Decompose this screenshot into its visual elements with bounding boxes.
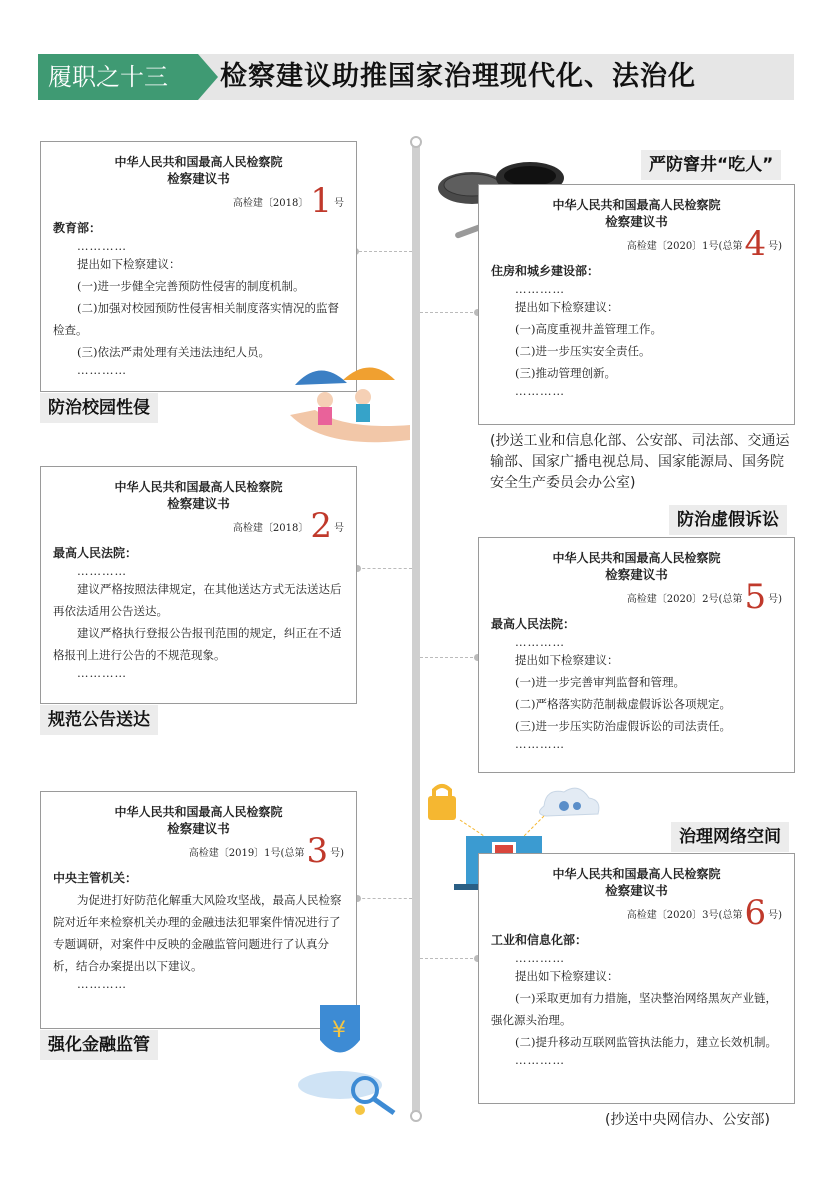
card-recipient: 住房和城乡建设部：: [491, 264, 600, 278]
connector-2: [357, 568, 412, 569]
finance-shield-illustration: [290, 995, 410, 1120]
card-docnum: 高检建〔2020〕1号(总第4 号): [626, 224, 782, 264]
card-ellipsis: …………: [515, 635, 565, 649]
card-recipient: 最高人民法院：: [53, 546, 138, 560]
topic-label-1: 防治校园性侵: [40, 393, 158, 423]
card-ellipsis: …………: [515, 1053, 565, 1067]
card-ellipsis: …………: [77, 666, 127, 680]
card-line: 建议严格按照法律规定，在其他送达方式无法送达后再依法适用公告送达。: [53, 582, 342, 618]
suggestion-card-3: [40, 791, 357, 1029]
card-ellipsis: …………: [515, 737, 565, 751]
suggestion-card-5: [478, 537, 795, 773]
connector-3: [357, 898, 412, 899]
card-ellipsis: …………: [515, 384, 565, 398]
card-line: (一)采取更加有力措施，坚决整治网络黑灰产业链，强化源头治理。: [491, 991, 777, 1027]
suggestion-card-2: [40, 466, 357, 704]
card-recipient: 教育部：: [53, 221, 102, 235]
card-doctype: 检察建议书: [167, 171, 230, 186]
page-title: 检察建议助推国家治理现代化、法治化: [220, 61, 696, 92]
header-tag: 履职之十三: [38, 54, 198, 100]
card-line: 提出如下检察建议：: [515, 969, 619, 983]
connector-1: [354, 251, 412, 252]
card-ellipsis: …………: [515, 282, 565, 296]
umbrella-blue: [295, 370, 347, 385]
card-ellipsis: …………: [77, 977, 127, 991]
card-recipient: 中央主管机关：: [53, 871, 138, 885]
card-docnum: 高检建〔2018〕1 号: [232, 181, 344, 221]
card-org: 中华人民共和国最高人民检察院: [552, 867, 721, 881]
gear-icon: [559, 801, 569, 811]
child-body: [356, 404, 370, 422]
page-header: [38, 54, 794, 100]
card-line: (二)进一步压实安全责任。: [515, 344, 651, 358]
card-number: 4: [744, 224, 767, 264]
card-number: 5: [744, 577, 767, 617]
platform-shape: [298, 1071, 382, 1099]
topic-label-6: 治理网络空间: [671, 822, 789, 852]
card-recipient: 工业和信息化部：: [491, 933, 588, 947]
card-number: 3: [306, 831, 329, 871]
card-line: (一)进一步健全完善预防性侵害的制度机制。: [77, 279, 305, 293]
connector-6: [420, 958, 478, 959]
connector-5: [420, 657, 478, 658]
card-line: 提出如下检察建议：: [77, 257, 181, 271]
card-line: 提出如下检察建议：: [515, 300, 619, 314]
suggestion-card-6: [478, 853, 795, 1104]
card-number: 6: [744, 893, 767, 933]
yen-symbol: ¥: [332, 1018, 346, 1043]
card-line: 提出如下检察建议：: [515, 653, 619, 667]
card-docnum: 高检建〔2019〕1号(总第3 号): [188, 831, 344, 871]
cc-note-4: (抄送工业和信息化部、公安部、司法部、交通运输部、国家广播电视总局、国家能源局、国务院安全生产委员会办公室): [490, 433, 790, 491]
card-line: (三)依法严肃处理有关违法违纪人员。: [77, 345, 270, 359]
card-org: 中华人民共和国最高人民检察院: [114, 155, 283, 169]
suggestion-card-4: [478, 184, 795, 425]
header-arrow: [198, 54, 218, 100]
child-body: [318, 407, 332, 425]
timeline-end-cap: [410, 1110, 422, 1122]
connector-4: [420, 312, 478, 313]
child-head: [317, 392, 333, 408]
card-doctype: 检察建议书: [605, 883, 668, 898]
card-docnum: 高检建〔2020〕3号(总第6 号): [626, 893, 782, 933]
card-line: 建议严格执行登报公告报刊范围的规定，纠正在不适格报刊上进行公告的不规范现象。: [53, 626, 342, 662]
card-doctype: 检察建议书: [605, 214, 668, 229]
topic-label-2: 规范公告送达: [40, 705, 158, 735]
card-number: 2: [310, 506, 332, 546]
topic-label-4: 严防窨井“吃人”: [641, 150, 781, 180]
card-org: 中华人民共和国最高人民检察院: [552, 198, 721, 212]
card-line: (二)严格落实防范制裁虚假诉讼各项规定。: [515, 697, 731, 711]
card-ellipsis: …………: [77, 363, 127, 377]
card-org: 中华人民共和国最高人民检察院: [114, 480, 283, 494]
topic-label-3: 强化金融监管: [40, 1030, 158, 1060]
topic-label-5: 防治虚假诉讼: [669, 505, 787, 535]
card-ellipsis: …………: [77, 564, 127, 578]
child-head: [355, 389, 371, 405]
card-line: (二)加强对校园预防性侵害相关制度落实情况的监督检查。: [53, 301, 339, 337]
card-doctype: 检察建议书: [167, 821, 230, 836]
card-line: (二)提升移动互联网监管执法能力，建立长效机制。: [515, 1035, 777, 1049]
timeline-bar: [412, 140, 420, 1118]
card-line: (三)进一步压实防治虚假诉讼的司法责任。: [515, 719, 731, 733]
cloud-icon: [539, 788, 598, 816]
card-doctype: 检察建议书: [167, 496, 230, 511]
kids-umbrella-illustration: [285, 355, 415, 455]
card-number: 1: [310, 181, 332, 221]
umbrella-orange: [343, 368, 395, 381]
hand-shape: [290, 410, 410, 442]
card-org: 中华人民共和国最高人民检察院: [114, 805, 283, 819]
card-org: 中华人民共和国最高人民检察院: [552, 551, 721, 565]
card-line: 为促进打好防范化解重大风险攻坚战，最高人民检察院对近年来检察机关办理的金融违法犯罪案件情况进行了专题调研，对案件中反映的金融监管问题进行了认真分析，结合办案提出以下建议。: [53, 893, 342, 973]
card-line: (一)高度重视井盖管理工作。: [515, 322, 662, 336]
timeline-start-cap: [410, 136, 422, 148]
magnifier-handle: [374, 1099, 394, 1113]
gear-icon: [573, 802, 581, 810]
cc-note-6: (抄送中央网信办、公安部): [605, 1112, 770, 1128]
card-doctype: 检察建议书: [605, 567, 668, 582]
card-docnum: 高检建〔2020〕2号(总第5 号): [626, 577, 782, 617]
coin-shape: [355, 1105, 365, 1115]
card-line: (一)进一步完善审判监督和管理。: [515, 675, 685, 689]
card-recipient: 最高人民法院：: [491, 617, 576, 631]
card-ellipsis: …………: [77, 239, 127, 253]
card-line: (三)推动管理创新。: [515, 366, 616, 380]
card-docnum: 高检建〔2018〕2 号: [232, 506, 344, 546]
card-ellipsis: …………: [515, 951, 565, 965]
padlock-icon: [428, 796, 456, 820]
